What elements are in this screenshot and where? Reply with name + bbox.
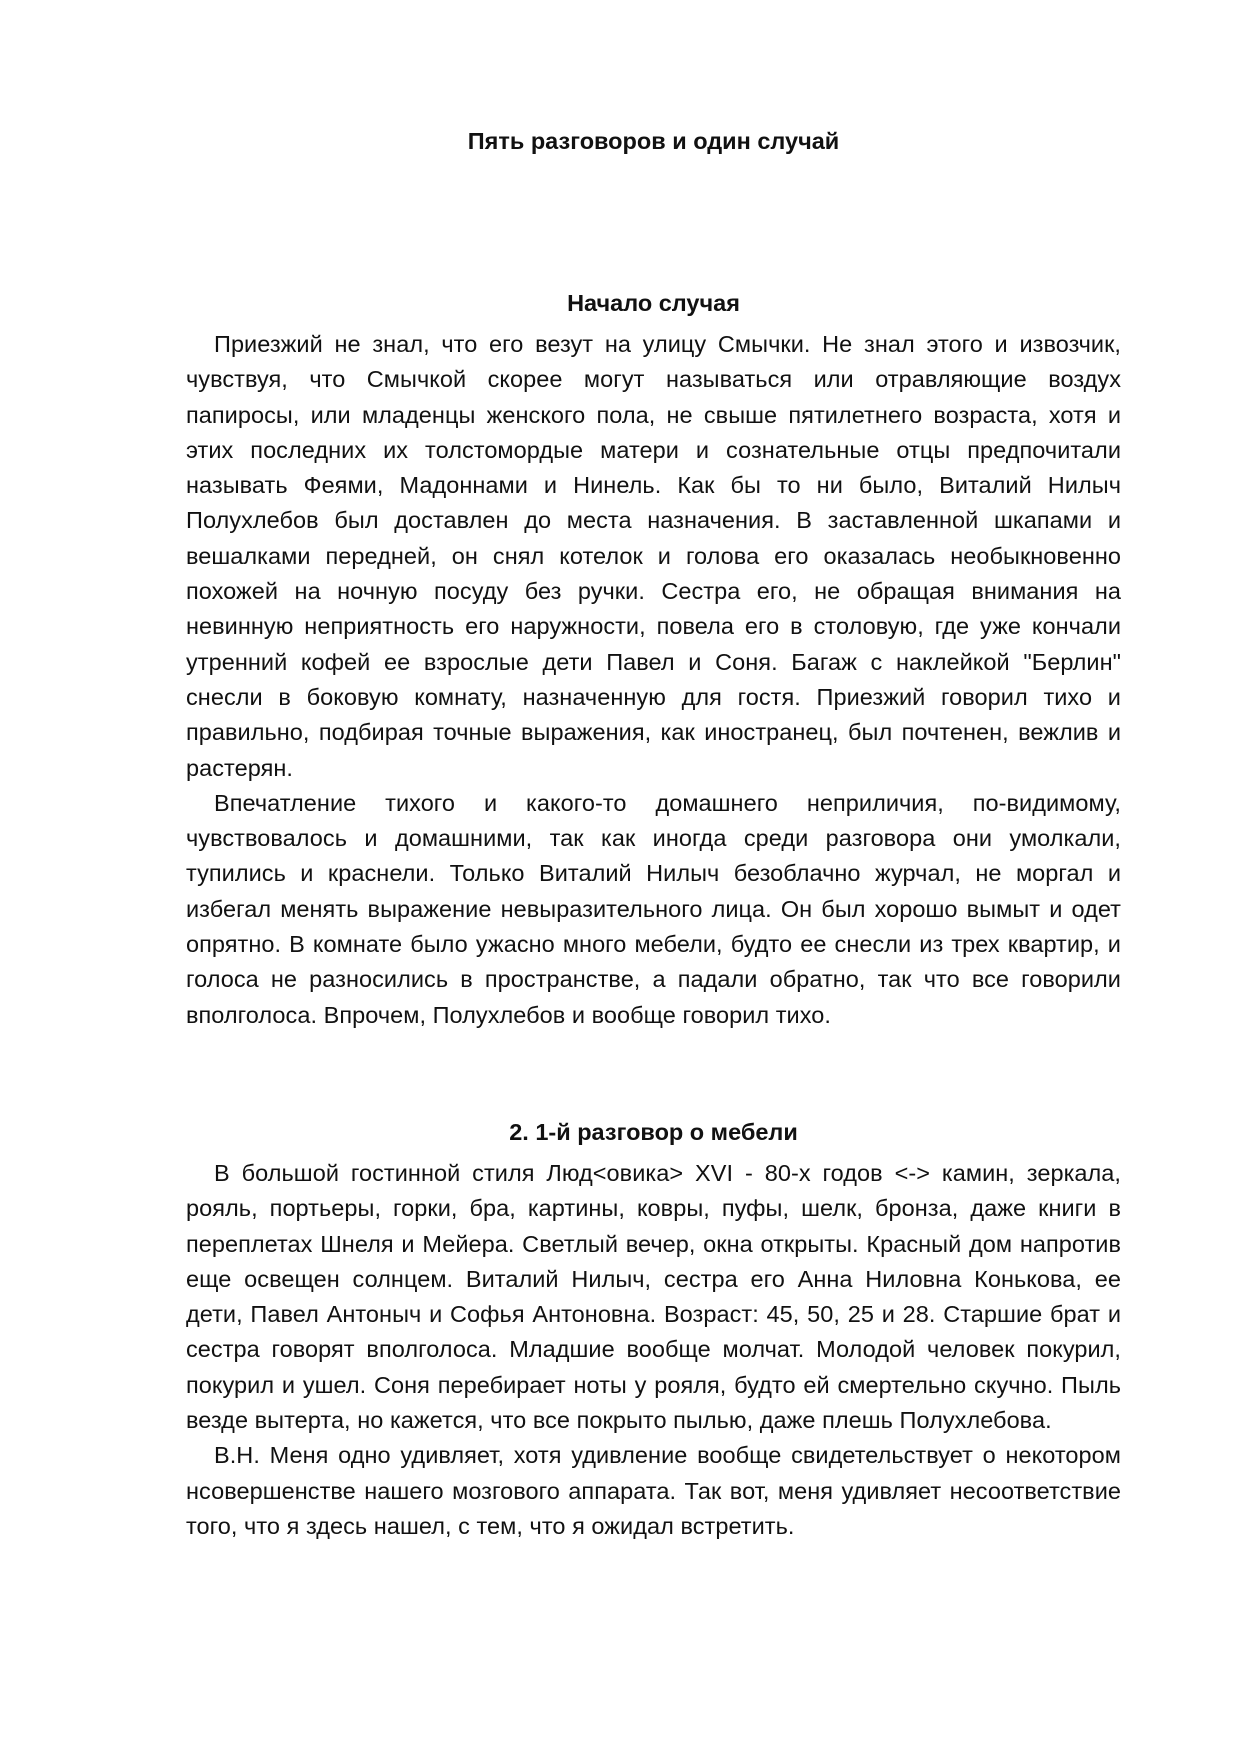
paragraph: Приезжий не знал, что его везут на улицу Смычки. Не знал этого и извозчик, чувствуя, что Смычкой скорее могут называться или отравляющие воздух папиросы, или младенцы женского пола, не свыше пятилетнего возраста, хотя и этих последних их толстомордые матери и сознательные отцы предпочитали называть Феями, Мадоннами и Нинель. Как бы то ни было, Виталий Нилыч Полухлебов был доставлен до места назначения. В заставленной шкапами и вешалками передней, он снял котелок и голова его оказалась необыкновенно похожей на ночную посуду без ручки. Сестра его, не обращая внимания на невинную неприятность его наружности, повела его в столовую, где уже кончали утренний кофей ее взрослые дети Павел и Соня. Багаж с наклейкой "Берлин" снесли в боковую комнату, назначенную для гостя. Приезжий говорил тихо и правильно, подбирая точные выражения, как иностранец, был почтенен, вежлив и растерян. <box>186 331 1121 781</box>
paragraph: В.Н. Меня одно удивляет, хотя удивление вообще свидетельствует о некотором нсовершенстве нашего мозгового аппарата. Так вот, меня удивляет несоответствие того, что я здесь нашел, с тем, что я ожидал встретить. <box>186 1442 1121 1539</box>
paragraph: Впечатление тихого и какого-то домашнего неприличия, по-видимому, чувствовалось и домашними, так как иногда среди разговора они умолкали, тупились и краснели. Только Виталий Нилыч безоблачно журчал, не моргал и избегал менять выражение невыразительного лица. Он был хорошо вымыт и одет опрятно. В комнате было ужасно много мебели, будто ее снесли из трех квартир, и голоса не разносились в пространстве, а падали обратно, так что все говорили вполголоса. Впрочем, Полухлебов и вообще говорил тихо. <box>186 789 1121 1028</box>
document-title: Пять разговоров и один случай <box>467 128 840 154</box>
section-heading: 2. 1-й разговор о мебели <box>509 1119 798 1145</box>
section-beginning-of-case <box>186 288 1121 1033</box>
section-heading: Начало случая <box>567 290 740 316</box>
paragraph: В большой гостинной стиля Люд<овика> XVI - 80-х годов <-> камин, зеркала, рояль, портьеры, горки, бра, картины, ковры, пуфы, шелк, бронза, даже книги в переплетах Шнеля и Мейера. Светлый вечер, окна открыты. Красный дом напротив еще освещен солнцем. Виталий Нилыч, сестра его Анна Ниловна Конькова, ее дети, Павел Антоныч и Софья Антоновна. Возраст: 45, 50, 25 и 28. Старшие брат и сестра говорят вполголоса. Младшие вообще молчат. Молодой человек покурил, покурил и ушел. Соня перебирает ноты у рояля, будто ей смертельно скучно. Пыль везде вытерта, но кажется, что все покрыто пылью, даже плешь Полухлебова. <box>186 1160 1121 1434</box>
section-first-conversation <box>186 1117 1121 1544</box>
